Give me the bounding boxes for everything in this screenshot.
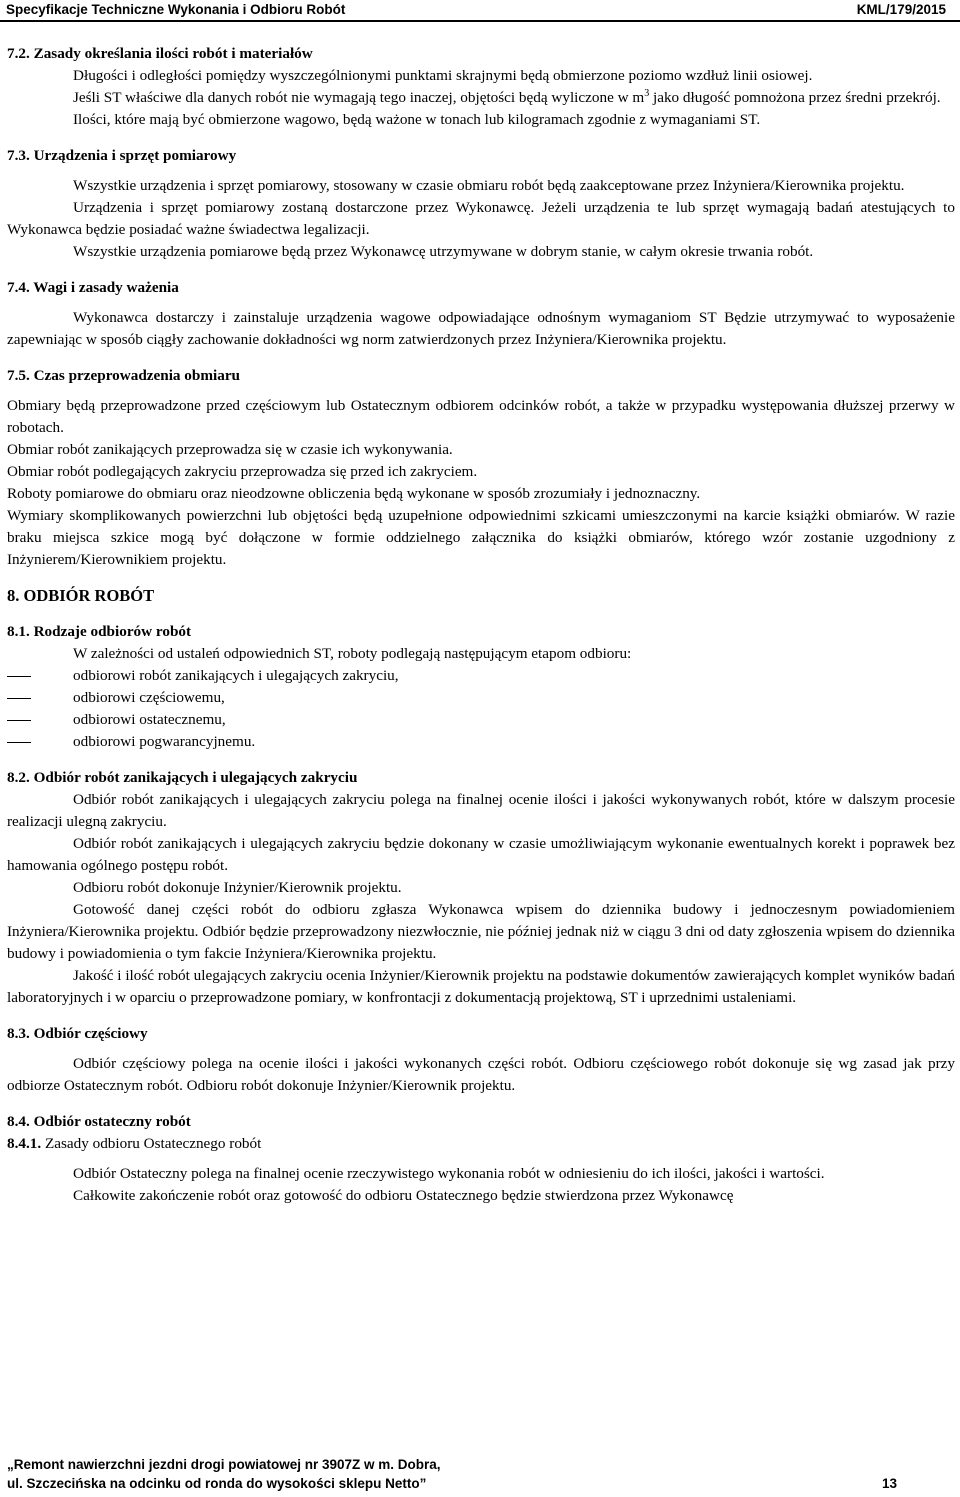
paragraph: Obmiary będą przeprowadzone przed częściowym lub Ostatecznym odbiorem odcinków robót, a także w przypadku występowania dłuższej przerwy w robotach. [7,397,955,436]
paragraph: W zależności od ustaleń odpowiednich ST, roboty podlegają następującym etapom odbioru: [73,645,632,662]
section-heading-7-5: 7.5. Czas przeprowadzenia obmiaru [7,367,241,384]
paragraph: Obmiar robót podlegających zakryciu przeprowadza się przed ich zakryciem. [7,463,478,480]
paragraph: Długości i odległości pomiędzy wyszczególnionymi punktami skrajnymi będą obmierzone poziomo wzdłuż linii osiowej. [73,67,813,84]
paragraph: Całkowite zakończenie robót oraz gotowość do odbioru Ostatecznego będzie stwierdzona przez Wykonawcę [73,1187,734,1204]
paragraph: Wykonawca dostarczy i zainstaluje urządzenia wagowe odpowiadające odnośnym wymaganiom ST Będzie utrzymywać to wyposażenie zapewniając w sposób ciągły zachowanie dokładności wg norm zatwierdzonych przez Inżyniera/Kierownika projektu. [7,309,955,348]
list-item: odbiorowi pogwarancyjnemu. [73,733,256,750]
footer-line-2: ul. Szczecińska na odcinku od ronda do wysokości sklepu Netto” [7,1476,427,1491]
list-item: odbiorowi częściowemu, [73,689,225,706]
section-heading-8-3: 8.3. Odbiór częściowy [7,1025,148,1042]
paragraph: Gotowość danej części robót do odbioru zgłasza Wykonawca wpisem do dziennika budowy i jednoczesnym powiadomieniem Inżyniera/Kierownika projektu. Odbiór będzie przeprowadzony niezwłocznie, nie później jednak niż w ciągu 3 dni od daty zgłoszenia wpisem do dziennika budowy i powiadomienia o tym fakcie Inżyniera/Kierownika projektu. [7,901,955,962]
subsection-heading-8-4-1: 8.4.1. Zasady odbioru Ostatecznego robót [7,1135,262,1152]
paragraph: Odbioru robót dokonuje Inżynier/Kierownik projektu. [73,879,402,896]
page-header [0,0,960,20]
section-heading-7-2: 7.2. Zasady określania ilości robót i materiałów [7,45,313,62]
page-number: 13 [881,1476,897,1491]
list-item: odbiorowi robót zanikających i ulegających zakryciu, [73,667,399,684]
document-body [7,43,955,1207]
paragraph: Odbiór częściowy polega na ocenie ilości i jakości wykonanych części robót. Odbioru częściowego robót dokonuje się wg zasad jak przy odbiorze Ostatecznym robót. Odbioru robót dokonuje Inżynier/Kierownik projektu. [7,1055,955,1094]
paragraph: Roboty pomiarowe do obmiaru oraz nieodzowne obliczenia będą wykonane w sposób zrozumiały i jednoznaczny. [7,485,701,502]
document-title: Specyfikacje Techniczne Wykonania i Odbioru Robót [6,2,346,17]
paragraph: Wszystkie urządzenia pomiarowe będą przez Wykonawcę utrzymywane w dobrym stanie, w całym okresie trwania robót. [73,243,814,260]
paragraph: Odbiór Ostateczny polega na finalnej ocenie rzeczywistego wykonania robót w odniesieniu do ich ilości, jakości i wartości. [73,1165,825,1182]
paragraph: Odbiór robót zanikających i ulegających zakryciu polega na finalnej ocenie ilości i jakości wykonywanych robót, które w dalszym procesie realizacji ulegną zakryciu. [7,791,955,830]
list-item: odbiorowi ostatecznemu, [73,711,226,728]
footer-line-1: „Remont nawierzchni jezdni drogi powiatowej nr 3907Z w m. Dobra, [7,1457,441,1472]
page-footer [7,1455,947,1493]
chapter-heading-8: 8. ODBIÓR ROBÓT [7,586,155,605]
paragraph: Wszystkie urządzenia i sprzęt pomiarowy, stosowany w czasie obmiaru robót będą zaakceptowane przez Inżyniera/Kierownika projektu. [73,177,905,194]
paragraph: Ilości, które mają być obmierzone wagowo, będą ważone w tonach lub kilogramach zgodnie z wymaganiami ST. [73,111,761,128]
section-heading-8-4: 8.4. Odbiór ostateczny robót [7,1113,191,1130]
paragraph: Obmiar robót zanikających przeprowadza się w czasie ich wykonywania. [7,441,453,458]
paragraph: Jeśli ST właściwe dla danych robót nie wymagają tego inaczej, objętości będą wyliczone w $m^3$ jako długość pomnożona przez średni przekrój. [73,87,941,106]
paragraph: Jakość i ilość robót ulegających zakryciu ocenia Inżynier/Kierownik projektu na podstawie dokumentów zawierających komplet wyników badań laboratoryjnych i w oparciu o przeprowadzone pomiary, w konfrontacji z dokumentacją projektową, ST i uprzednimi ustaleniami. [7,967,955,1006]
section-heading-8-2: 8.2. Odbiór robót zanikających i ulegających zakryciu [7,769,358,786]
paragraph: Wymiary skomplikowanych powierzchni lub objętości będą uzupełnione odpowiednimi szkicami umieszczonymi na karcie książki obmiarów. W razie braku miejsca szkice mogą być dołączone w formie oddzielnego załącznika do książki obmiarów, którego wzór zostanie uzgodniony z Inżynierem/Kierownikiem projektu. [7,507,955,568]
paragraph: Odbiór robót zanikających i ulegających zakryciu będzie dokonany w czasie umożliwiającym wykonanie ewentualnych korekt i poprawek bez hamowania ogólnego postępu robót. [7,835,955,874]
section-heading-7-4: 7.4. Wagi i zasady ważenia [7,279,179,296]
document-code: KML/179/2015 [856,2,946,17]
section-heading-8-1: 8.1. Rodzaje odbiorów robót [7,623,192,640]
paragraph: Urządzenia i sprzęt pomiarowy zostaną dostarczone przez Wykonawcę. Jeżeli urządzenia te lub sprzęt wymagają badań atestujących to Wykonawca będzie posiadać ważne świadectwa legalizacji. [7,199,955,238]
section-heading-7-3: 7.3. Urządzenia i sprzęt pomiarowy [7,147,237,164]
